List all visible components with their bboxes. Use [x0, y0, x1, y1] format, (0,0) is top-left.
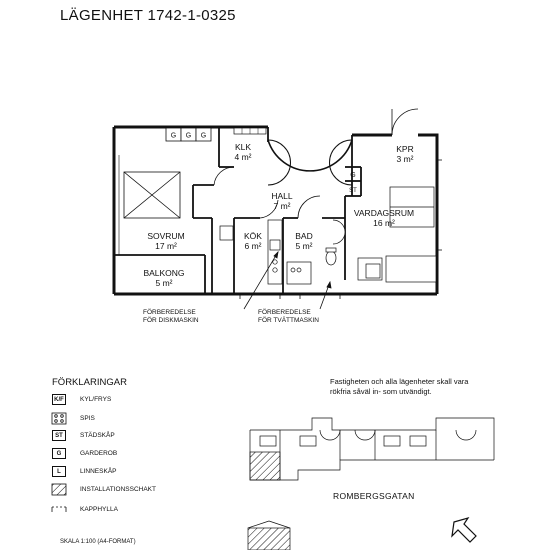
living-furniture — [358, 187, 436, 282]
kitchen-fixtures — [220, 220, 282, 284]
bathroom-fixtures — [287, 220, 345, 284]
room-balkong — [136, 268, 192, 288]
fridge-freezer-icon: K/F — [52, 394, 66, 405]
legend-item — [52, 394, 111, 405]
room-hall — [262, 191, 302, 211]
room-name: KÖK — [244, 231, 262, 241]
wardrobe-icon: G — [52, 448, 66, 459]
legend-item — [52, 504, 118, 515]
scale-label: SKALA 1:100 (A4-FORMAT) — [60, 539, 136, 545]
legend-item — [52, 430, 115, 441]
note-diskmaskin — [143, 309, 199, 325]
legend-label: INSTALLATIONSSCHAKT — [80, 486, 156, 493]
hall-arch — [268, 140, 352, 171]
note-line: FÖR DISKMASKIN — [143, 317, 199, 324]
wardrobe-label: G — [185, 132, 192, 140]
room-bad — [287, 231, 321, 251]
wardrobe-label: G — [200, 132, 207, 140]
legend-item — [52, 413, 95, 424]
legend-heading: FÖRKLARINGAR — [52, 377, 127, 388]
room-area: 5 m² — [155, 278, 173, 288]
room-sovrum — [138, 231, 194, 251]
page-title: LÄGENHET 1742-1-0325 — [60, 7, 236, 24]
legend-label: GARDEROB — [80, 450, 118, 457]
room-kpr — [380, 144, 430, 164]
note-line: FÖR TVÄTTMASKIN — [258, 317, 319, 324]
room-name: SOVRUM — [147, 231, 185, 241]
street-name: ROMBERGSGATAN — [333, 491, 415, 501]
bed — [124, 172, 180, 218]
north-arrow-icon — [452, 518, 476, 542]
room-kok — [233, 231, 273, 251]
legend-item — [52, 448, 117, 459]
building-key-plan — [250, 418, 494, 480]
room-area: 6 m² — [244, 241, 262, 251]
smoke-free-note — [330, 377, 468, 397]
note-line: FÖRBEREDELSE — [143, 309, 196, 316]
legend-label: LINNESKÅP — [80, 468, 117, 475]
room-area: 7 m² — [273, 201, 291, 211]
room-area: 4 m² — [234, 152, 252, 162]
legend-label: STÄDSKÅP — [80, 432, 115, 439]
legend-label: SPIS — [80, 415, 95, 422]
coat-shelf-icon — [52, 504, 66, 515]
cleaning-cabinet-label: ST — [349, 188, 357, 194]
legend-label: KAPPHYLLA — [80, 506, 118, 513]
room-vardagsrum — [349, 208, 419, 228]
note-line: rökfria såväl in- som utvändigt. — [330, 387, 432, 396]
cleaning-cabinet-icon: ST — [52, 430, 66, 441]
room-name: KPR — [396, 144, 414, 154]
note-tvattmaskin — [258, 309, 319, 325]
legend-graphics — [52, 413, 66, 512]
room-area: 16 m² — [373, 218, 395, 228]
room-name: HALL — [271, 191, 293, 201]
legend-label: KYL/FRYS — [80, 396, 112, 403]
wardrobe-label: G — [350, 172, 356, 179]
room-name: VARDAGSRUM — [353, 208, 415, 218]
room-name: KLK — [234, 142, 252, 152]
stove-icon — [52, 413, 66, 424]
room-klk — [223, 142, 263, 162]
installation-shaft-icon — [52, 484, 66, 495]
note-line: FÖRBEREDELSE — [258, 309, 311, 316]
note-line: Fastigheten och alla lägenheter skall vara — [330, 377, 469, 386]
room-name: BAD — [295, 231, 313, 241]
room-area: 17 m² — [155, 241, 177, 251]
linen-cabinet-icon: L — [52, 466, 66, 477]
wardrobe-label: G — [170, 132, 177, 140]
room-area: 5 m² — [295, 241, 313, 251]
legend-item — [52, 466, 117, 477]
stair-symbol — [248, 521, 290, 550]
legend-item — [52, 484, 156, 495]
room-area: 3 m² — [396, 154, 414, 164]
room-name: BALKONG — [143, 268, 185, 278]
